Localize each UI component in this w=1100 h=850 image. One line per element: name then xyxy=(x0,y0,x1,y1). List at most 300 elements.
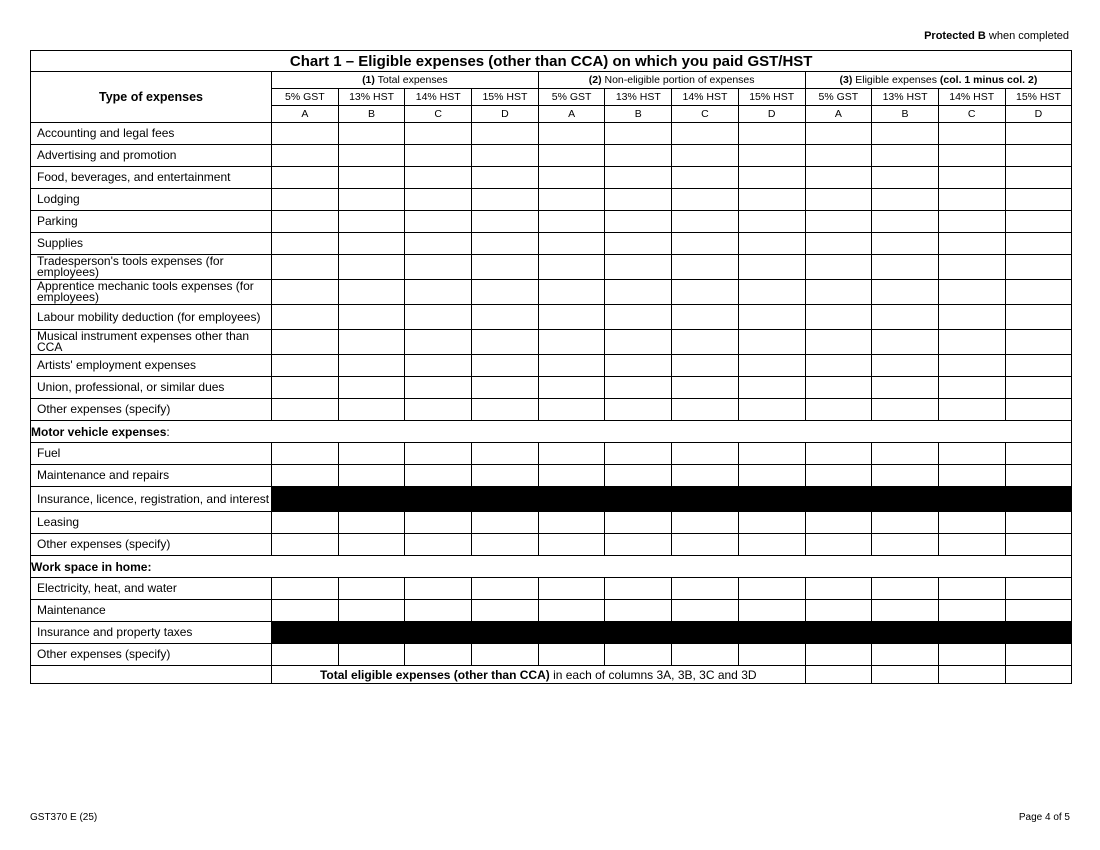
amount-input-cell[interactable] xyxy=(938,578,1005,600)
amount-input-cell[interactable] xyxy=(738,465,805,487)
amount-input-cell[interactable] xyxy=(1005,167,1072,189)
amount-input-cell[interactable] xyxy=(472,512,539,534)
amount-input-cell[interactable] xyxy=(805,145,872,167)
group-header-3: (3) Eligible expenses (col. 1 minus col. 2) xyxy=(805,72,1072,89)
expense-row xyxy=(31,167,1072,189)
amount-input-cell[interactable] xyxy=(805,399,872,421)
amount-input-cell[interactable] xyxy=(738,600,805,622)
amount-input-cell[interactable] xyxy=(605,330,672,355)
total-input-cell[interactable] xyxy=(805,666,872,684)
column-letter: C xyxy=(938,106,1005,123)
amount-input-cell[interactable] xyxy=(338,355,405,377)
amount-input-cell[interactable] xyxy=(472,600,539,622)
amount-input-cell[interactable] xyxy=(1005,305,1072,330)
protected-label: Protected B xyxy=(924,30,986,42)
amount-input-cell[interactable] xyxy=(805,377,872,399)
group-header-2: (2) Non-eligible portion of expenses xyxy=(538,72,805,89)
amount-input-cell[interactable] xyxy=(538,355,605,377)
amount-input-cell[interactable] xyxy=(738,145,805,167)
amount-input-cell[interactable] xyxy=(538,399,605,421)
amount-input-cell[interactable] xyxy=(472,255,539,280)
amount-input-cell[interactable] xyxy=(538,167,605,189)
amount-input-cell[interactable] xyxy=(805,443,872,465)
expense-label: Accounting and legal fees xyxy=(31,123,272,145)
amount-input-cell[interactable] xyxy=(405,233,472,255)
amount-input-cell[interactable] xyxy=(672,330,739,355)
amount-input-cell[interactable] xyxy=(405,211,472,233)
amount-input-cell[interactable] xyxy=(272,355,339,377)
amount-input-cell[interactable] xyxy=(538,145,605,167)
amount-input-cell[interactable] xyxy=(1005,377,1072,399)
amount-input-cell[interactable] xyxy=(938,399,1005,421)
expense-label: Supplies xyxy=(31,233,272,255)
amount-input-cell[interactable] xyxy=(872,255,939,280)
amount-input-cell[interactable] xyxy=(538,534,605,556)
motor-vehicle-section-label: Motor vehicle expenses: xyxy=(31,421,1072,443)
amount-input-cell[interactable] xyxy=(938,167,1005,189)
amount-input-cell[interactable] xyxy=(538,280,605,305)
amount-input-cell[interactable] xyxy=(738,377,805,399)
amount-input-cell[interactable] xyxy=(272,399,339,421)
amount-input-cell[interactable] xyxy=(738,534,805,556)
amount-input-cell[interactable] xyxy=(672,167,739,189)
chart-title: Chart 1 – Eligible expenses (other than CCA) on which you paid GST/HST xyxy=(31,51,1072,72)
column-letter: A xyxy=(805,106,872,123)
amount-input-cell[interactable] xyxy=(805,578,872,600)
rate-header: 15% HST xyxy=(738,89,805,106)
amount-input-cell[interactable] xyxy=(405,534,472,556)
amount-input-cell[interactable] xyxy=(805,512,872,534)
expense-row xyxy=(31,355,1072,377)
rate-header: 5% GST xyxy=(538,89,605,106)
amount-input-cell[interactable] xyxy=(938,123,1005,145)
rate-header: 13% HST xyxy=(338,89,405,106)
amount-input-cell[interactable] xyxy=(872,355,939,377)
amount-input-cell[interactable] xyxy=(672,145,739,167)
amount-input-cell[interactable] xyxy=(405,255,472,280)
expense-row xyxy=(31,512,1072,534)
amount-input-cell[interactable] xyxy=(338,330,405,355)
amount-input-cell[interactable] xyxy=(672,377,739,399)
amount-input-cell[interactable] xyxy=(472,145,539,167)
amount-input-cell[interactable] xyxy=(338,145,405,167)
amount-input-cell[interactable] xyxy=(538,305,605,330)
amount-input-cell[interactable] xyxy=(872,330,939,355)
amount-input-cell[interactable] xyxy=(272,377,339,399)
amount-input-cell[interactable] xyxy=(872,233,939,255)
amount-input-cell[interactable] xyxy=(872,145,939,167)
amount-input-cell[interactable] xyxy=(538,211,605,233)
amount-input-cell[interactable] xyxy=(472,644,539,666)
amount-input-cell[interactable] xyxy=(472,534,539,556)
amount-input-cell[interactable] xyxy=(405,167,472,189)
amount-input-cell[interactable] xyxy=(538,600,605,622)
amount-input-cell[interactable] xyxy=(738,305,805,330)
amount-input-cell[interactable] xyxy=(672,399,739,421)
expense-label: Musical instrument expenses other than CCA xyxy=(31,330,272,355)
amount-input-cell[interactable] xyxy=(472,443,539,465)
amount-input-cell[interactable] xyxy=(938,465,1005,487)
amount-input-cell[interactable] xyxy=(272,233,339,255)
amount-input-cell[interactable] xyxy=(805,211,872,233)
rate-header: 13% HST xyxy=(872,89,939,106)
amount-input-cell[interactable] xyxy=(805,600,872,622)
expense-row xyxy=(31,123,1072,145)
amount-input-cell[interactable] xyxy=(538,189,605,211)
amount-input-cell[interactable] xyxy=(805,644,872,666)
amount-input-cell[interactable] xyxy=(605,280,672,305)
amount-input-cell[interactable] xyxy=(272,600,339,622)
amount-input-cell[interactable] xyxy=(605,512,672,534)
amount-input-cell[interactable] xyxy=(738,443,805,465)
expense-row xyxy=(31,465,1072,487)
blacked-out-cells xyxy=(272,622,1072,644)
amount-input-cell[interactable] xyxy=(938,355,1005,377)
total-input-cell[interactable] xyxy=(1005,666,1072,684)
amount-input-cell[interactable] xyxy=(672,465,739,487)
amount-input-cell[interactable] xyxy=(472,280,539,305)
amount-input-cell[interactable] xyxy=(405,600,472,622)
rate-header: 13% HST xyxy=(605,89,672,106)
expense-label: Insurance, licence, registration, and interest xyxy=(31,487,272,512)
expense-row xyxy=(31,644,1072,666)
amount-input-cell[interactable] xyxy=(872,443,939,465)
amount-input-cell[interactable] xyxy=(805,330,872,355)
amount-input-cell[interactable] xyxy=(805,167,872,189)
expense-row xyxy=(31,534,1072,556)
amount-input-cell[interactable] xyxy=(1005,233,1072,255)
amount-input-cell[interactable] xyxy=(605,443,672,465)
amount-input-cell[interactable] xyxy=(672,189,739,211)
amount-input-cell[interactable] xyxy=(472,355,539,377)
amount-input-cell[interactable] xyxy=(872,578,939,600)
amount-input-cell[interactable] xyxy=(272,578,339,600)
amount-input-cell[interactable] xyxy=(672,600,739,622)
amount-input-cell[interactable] xyxy=(738,123,805,145)
amount-input-cell[interactable] xyxy=(1005,465,1072,487)
amount-input-cell[interactable] xyxy=(672,305,739,330)
amount-input-cell[interactable] xyxy=(738,211,805,233)
amount-input-cell[interactable] xyxy=(472,399,539,421)
amount-input-cell[interactable] xyxy=(605,399,672,421)
amount-input-cell[interactable] xyxy=(605,600,672,622)
amount-input-cell[interactable] xyxy=(472,465,539,487)
amount-input-cell[interactable] xyxy=(605,123,672,145)
amount-input-cell[interactable] xyxy=(672,211,739,233)
amount-input-cell[interactable] xyxy=(472,305,539,330)
amount-input-cell[interactable] xyxy=(872,280,939,305)
group-header-1: (1) Total expenses xyxy=(272,72,539,89)
amount-input-cell[interactable] xyxy=(738,280,805,305)
column-letter: B xyxy=(605,106,672,123)
amount-input-cell[interactable] xyxy=(338,280,405,305)
protected-status xyxy=(924,30,1069,42)
amount-input-cell[interactable] xyxy=(338,512,405,534)
amount-input-cell[interactable] xyxy=(672,534,739,556)
amount-input-cell[interactable] xyxy=(538,233,605,255)
expense-row xyxy=(31,189,1072,211)
expense-label: Parking xyxy=(31,211,272,233)
amount-input-cell[interactable] xyxy=(1005,512,1072,534)
amount-input-cell[interactable] xyxy=(605,644,672,666)
amount-input-cell[interactable] xyxy=(405,465,472,487)
amount-input-cell[interactable] xyxy=(672,443,739,465)
amount-input-cell[interactable] xyxy=(538,465,605,487)
expense-label: Fuel xyxy=(31,443,272,465)
amount-input-cell[interactable] xyxy=(272,145,339,167)
amount-input-cell[interactable] xyxy=(405,644,472,666)
work-space-section-label: Work space in home: xyxy=(31,556,1072,578)
amount-input-cell[interactable] xyxy=(872,123,939,145)
amount-input-cell[interactable] xyxy=(672,644,739,666)
column-letter: D xyxy=(472,106,539,123)
amount-input-cell[interactable] xyxy=(605,145,672,167)
amount-input-cell[interactable] xyxy=(872,644,939,666)
amount-input-cell[interactable] xyxy=(605,255,672,280)
amount-input-cell[interactable] xyxy=(272,255,339,280)
column-letter: A xyxy=(538,106,605,123)
amount-input-cell[interactable] xyxy=(938,255,1005,280)
amount-input-cell[interactable] xyxy=(1005,443,1072,465)
amount-input-cell[interactable] xyxy=(338,189,405,211)
amount-input-cell[interactable] xyxy=(938,280,1005,305)
column-letter: C xyxy=(672,106,739,123)
amount-input-cell[interactable] xyxy=(938,189,1005,211)
amount-input-cell[interactable] xyxy=(338,123,405,145)
amount-input-cell[interactable] xyxy=(738,399,805,421)
amount-input-cell[interactable] xyxy=(605,534,672,556)
amount-input-cell[interactable] xyxy=(872,305,939,330)
amount-input-cell[interactable] xyxy=(738,578,805,600)
amount-input-cell[interactable] xyxy=(338,255,405,280)
total-input-cell[interactable] xyxy=(872,666,939,684)
rate-header: 14% HST xyxy=(672,89,739,106)
amount-input-cell[interactable] xyxy=(405,330,472,355)
amount-input-cell[interactable] xyxy=(605,355,672,377)
amount-input-cell[interactable] xyxy=(338,233,405,255)
rate-header: 5% GST xyxy=(805,89,872,106)
amount-input-cell[interactable] xyxy=(272,123,339,145)
amount-input-cell[interactable] xyxy=(938,377,1005,399)
amount-input-cell[interactable] xyxy=(338,600,405,622)
amount-input-cell[interactable] xyxy=(738,189,805,211)
expense-row xyxy=(31,622,1072,644)
amount-input-cell[interactable] xyxy=(672,355,739,377)
amount-input-cell[interactable] xyxy=(938,330,1005,355)
amount-input-cell[interactable] xyxy=(472,578,539,600)
amount-input-cell[interactable] xyxy=(272,189,339,211)
amount-input-cell[interactable] xyxy=(938,512,1005,534)
expense-row xyxy=(31,600,1072,622)
amount-input-cell[interactable] xyxy=(938,211,1005,233)
amount-input-cell[interactable] xyxy=(872,534,939,556)
amount-input-cell[interactable] xyxy=(272,280,339,305)
total-input-cell[interactable] xyxy=(938,666,1005,684)
amount-input-cell[interactable] xyxy=(672,280,739,305)
amount-input-cell[interactable] xyxy=(472,330,539,355)
amount-input-cell[interactable] xyxy=(672,123,739,145)
rate-header: 5% GST xyxy=(272,89,339,106)
amount-input-cell[interactable] xyxy=(1005,255,1072,280)
amount-input-cell[interactable] xyxy=(405,145,472,167)
amount-input-cell[interactable] xyxy=(338,443,405,465)
amount-input-cell[interactable] xyxy=(805,189,872,211)
expense-label: Apprentice mechanic tools expenses (for employees) xyxy=(31,280,272,305)
amount-input-cell[interactable] xyxy=(472,189,539,211)
amount-input-cell[interactable] xyxy=(1005,330,1072,355)
amount-input-cell[interactable] xyxy=(1005,644,1072,666)
amount-input-cell[interactable] xyxy=(805,465,872,487)
expense-row xyxy=(31,578,1072,600)
amount-input-cell[interactable] xyxy=(538,644,605,666)
expense-row xyxy=(31,330,1072,355)
expense-row xyxy=(31,377,1072,399)
amount-input-cell[interactable] xyxy=(472,233,539,255)
amount-input-cell[interactable] xyxy=(538,443,605,465)
amount-input-cell[interactable] xyxy=(272,534,339,556)
amount-input-cell[interactable] xyxy=(605,305,672,330)
amount-input-cell[interactable] xyxy=(272,330,339,355)
total-blank-cell xyxy=(31,666,272,684)
amount-input-cell[interactable] xyxy=(605,465,672,487)
chart-title-row xyxy=(31,51,1072,72)
amount-input-cell[interactable] xyxy=(605,167,672,189)
amount-input-cell[interactable] xyxy=(738,255,805,280)
amount-input-cell[interactable] xyxy=(405,355,472,377)
amount-input-cell[interactable] xyxy=(672,512,739,534)
amount-input-cell[interactable] xyxy=(405,399,472,421)
amount-input-cell[interactable] xyxy=(405,123,472,145)
amount-input-cell[interactable] xyxy=(1005,600,1072,622)
amount-input-cell[interactable] xyxy=(338,399,405,421)
amount-input-cell[interactable] xyxy=(272,305,339,330)
type-of-expenses-header: Type of expenses xyxy=(31,72,272,123)
amount-input-cell[interactable] xyxy=(738,330,805,355)
amount-input-cell[interactable] xyxy=(538,377,605,399)
amount-input-cell[interactable] xyxy=(605,189,672,211)
amount-input-cell[interactable] xyxy=(472,211,539,233)
amount-input-cell[interactable] xyxy=(605,578,672,600)
amount-input-cell[interactable] xyxy=(605,211,672,233)
amount-input-cell[interactable] xyxy=(405,578,472,600)
amount-input-cell[interactable] xyxy=(272,644,339,666)
amount-input-cell[interactable] xyxy=(538,330,605,355)
amount-input-cell[interactable] xyxy=(605,233,672,255)
amount-input-cell[interactable] xyxy=(1005,534,1072,556)
amount-input-cell[interactable] xyxy=(805,255,872,280)
form-identifier: GST370 E (25) xyxy=(30,812,98,823)
amount-input-cell[interactable] xyxy=(338,377,405,399)
amount-input-cell[interactable] xyxy=(338,167,405,189)
amount-input-cell[interactable] xyxy=(272,167,339,189)
amount-input-cell[interactable] xyxy=(1005,578,1072,600)
amount-input-cell[interactable] xyxy=(805,534,872,556)
amount-input-cell[interactable] xyxy=(338,534,405,556)
amount-input-cell[interactable] xyxy=(1005,189,1072,211)
amount-input-cell[interactable] xyxy=(938,600,1005,622)
amount-input-cell[interactable] xyxy=(938,233,1005,255)
expense-label: Other expenses (specify) xyxy=(31,399,272,421)
column-letter: D xyxy=(1005,106,1072,123)
amount-input-cell[interactable] xyxy=(405,512,472,534)
amount-input-cell[interactable] xyxy=(672,233,739,255)
amount-input-cell[interactable] xyxy=(872,399,939,421)
amount-input-cell[interactable] xyxy=(405,443,472,465)
amount-input-cell[interactable] xyxy=(872,600,939,622)
amount-input-cell[interactable] xyxy=(738,355,805,377)
amount-input-cell[interactable] xyxy=(938,443,1005,465)
rate-header: 14% HST xyxy=(405,89,472,106)
amount-input-cell[interactable] xyxy=(805,305,872,330)
amount-input-cell[interactable] xyxy=(872,167,939,189)
amount-input-cell[interactable] xyxy=(338,465,405,487)
amount-input-cell[interactable] xyxy=(1005,280,1072,305)
amount-input-cell[interactable] xyxy=(672,255,739,280)
amount-input-cell[interactable] xyxy=(338,211,405,233)
amount-input-cell[interactable] xyxy=(1005,211,1072,233)
amount-input-cell[interactable] xyxy=(538,512,605,534)
amount-input-cell[interactable] xyxy=(272,443,339,465)
amount-input-cell[interactable] xyxy=(938,145,1005,167)
amount-input-cell[interactable] xyxy=(605,377,672,399)
amount-input-cell[interactable] xyxy=(405,305,472,330)
expense-row xyxy=(31,399,1072,421)
amount-input-cell[interactable] xyxy=(738,233,805,255)
amount-input-cell[interactable] xyxy=(1005,123,1072,145)
amount-input-cell[interactable] xyxy=(872,189,939,211)
amount-input-cell[interactable] xyxy=(672,578,739,600)
amount-input-cell[interactable] xyxy=(338,644,405,666)
amount-input-cell[interactable] xyxy=(338,578,405,600)
amount-input-cell[interactable] xyxy=(405,280,472,305)
amount-input-cell[interactable] xyxy=(538,255,605,280)
amount-input-cell[interactable] xyxy=(738,644,805,666)
amount-input-cell[interactable] xyxy=(405,377,472,399)
amount-input-cell[interactable] xyxy=(938,305,1005,330)
amount-input-cell[interactable] xyxy=(938,644,1005,666)
amount-input-cell[interactable] xyxy=(805,123,872,145)
work-space-section xyxy=(31,556,1072,578)
column-letter: D xyxy=(738,106,805,123)
amount-input-cell[interactable] xyxy=(1005,399,1072,421)
amount-input-cell[interactable] xyxy=(338,305,405,330)
amount-input-cell[interactable] xyxy=(472,377,539,399)
amount-input-cell[interactable] xyxy=(272,211,339,233)
expense-row xyxy=(31,443,1072,465)
amount-input-cell[interactable] xyxy=(538,578,605,600)
amount-input-cell[interactable] xyxy=(872,377,939,399)
amount-input-cell[interactable] xyxy=(1005,355,1072,377)
amount-input-cell[interactable] xyxy=(872,465,939,487)
amount-input-cell[interactable] xyxy=(405,189,472,211)
amount-input-cell[interactable] xyxy=(938,534,1005,556)
amount-input-cell[interactable] xyxy=(805,355,872,377)
amount-input-cell[interactable] xyxy=(872,211,939,233)
amount-input-cell[interactable] xyxy=(738,167,805,189)
amount-input-cell[interactable] xyxy=(1005,145,1072,167)
amount-input-cell[interactable] xyxy=(738,512,805,534)
amount-input-cell[interactable] xyxy=(272,465,339,487)
amount-input-cell[interactable] xyxy=(872,512,939,534)
amount-input-cell[interactable] xyxy=(472,167,539,189)
amount-input-cell[interactable] xyxy=(472,123,539,145)
expense-label: Artists' employment expenses xyxy=(31,355,272,377)
amount-input-cell[interactable] xyxy=(272,512,339,534)
total-row xyxy=(31,666,1072,684)
amount-input-cell[interactable] xyxy=(805,280,872,305)
amount-input-cell[interactable] xyxy=(805,233,872,255)
amount-input-cell[interactable] xyxy=(538,123,605,145)
